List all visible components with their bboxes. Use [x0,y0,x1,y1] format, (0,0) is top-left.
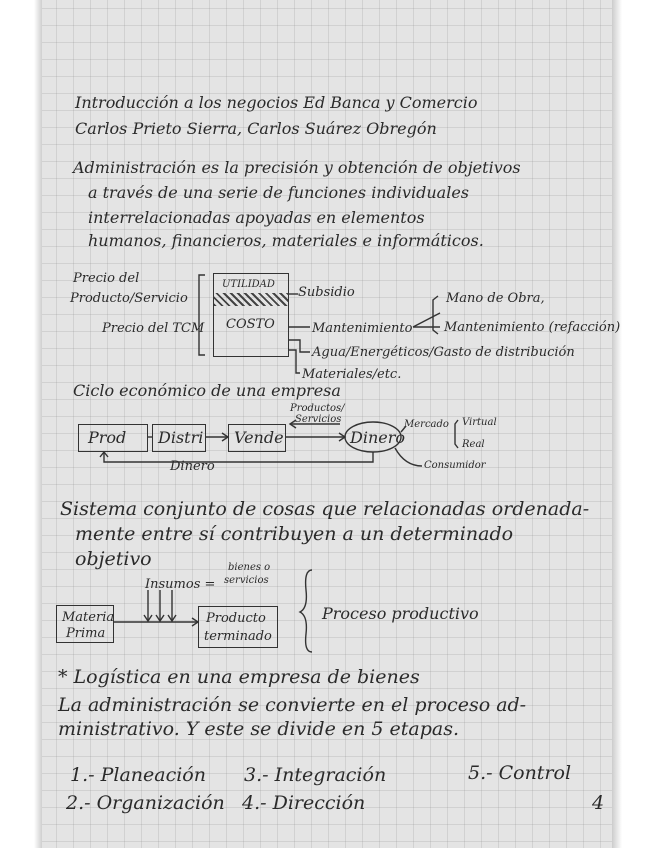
vende-label: Vende [234,428,284,447]
definition-line-2: a través de una serie de funciones individuales [88,183,470,202]
consumidor-connector [395,448,422,466]
virtual-real-bracket [455,420,458,448]
mantenimiento-arrow [413,313,440,327]
definition-line-4: humanos, financieros, materiales e informáticos. [88,231,484,250]
servicios-label: Servicios [295,414,342,425]
terminado-label: terminado [204,629,272,644]
materiales-connector [289,350,300,373]
reference-line-2: Carlos Prieto Sierra, Carlos Suárez Obregón [75,119,437,138]
box-costo-label: COSTO [226,317,275,332]
definition-line-1: Administración es la precisión y obtención de objetivos [73,158,521,177]
mercado-label: Mercado [404,419,449,430]
logistics-line-1: * Logística en una empresa de bienes [58,666,420,688]
box-utilidad-label: UTILIDAD [222,279,275,290]
proceso-productivo-label: Proceso productivo [322,604,479,623]
virtual-label: Virtual [462,417,497,428]
system-line-1: Sistema conjunto de cosas que relacionadas ordenada- [60,498,590,520]
stage-1: 1.- Planeación [70,764,206,786]
logistics-line-2: La administración se convierte en el proceso ad- [58,694,527,716]
stage-3: 3.- Integración [244,764,387,786]
servicios-process-label: servicios [224,575,269,586]
mercado-connector [401,426,406,432]
cycle-title: Ciclo económico de una empresa [73,381,341,400]
stage-4: 4.- Dirección [242,792,366,814]
subsidio-label: Subsidio [298,285,355,300]
bienes-label: bienes o [228,562,271,573]
price-label-3: Precio del TCM [102,321,205,336]
definition-line-3: interrelacionadas apoyadas en elementos [88,208,425,227]
mantenimiento-refaccion-label: Mantenimiento (refacción) [444,320,621,335]
dinero-return-line [104,452,373,462]
proceso-brace [300,570,312,652]
producto-label: Producto [206,611,266,626]
page-number: 4 [592,792,605,814]
materiales-label: Materiales/etc. [302,367,402,382]
mantenimiento-label: Mantenimiento [312,321,413,336]
system-line-2: mente entre sí contribuyen a un determinado [75,523,514,545]
dinero-circle-label: Dinero [350,428,405,447]
prima-label: Prima [66,626,106,641]
productos-label: Productos/ [290,403,345,414]
logistics-line-3: ministrativo. Y este se divide en 5 etapas. [58,718,459,740]
real-label: Real [462,439,485,450]
consumidor-label: Consumidor [424,460,486,471]
reference-line-1: Introducción a los negocios Ed Banca y Comercio [75,93,478,112]
dinero-return-label: Dinero [170,459,215,474]
agua-label: Agua/Energéticos/Gasto de distribución [312,345,575,360]
dinero-circle [345,422,401,452]
insumos-label: Insumos = [145,577,216,592]
price-label-2: Producto/Servicio [70,291,188,306]
mano-obra-label: Mano de Obra, [446,291,545,306]
price-bracket [199,275,205,355]
stage-2: 2.- Organización [66,792,225,814]
price-label-1: Precio del [73,271,140,286]
system-line-3: objetivo [75,548,152,570]
stage-5: 5.- Control [468,762,572,784]
materia-label: Materia [62,610,115,625]
distri-label: Distri [158,428,204,447]
prod-label: Prod [88,428,127,447]
